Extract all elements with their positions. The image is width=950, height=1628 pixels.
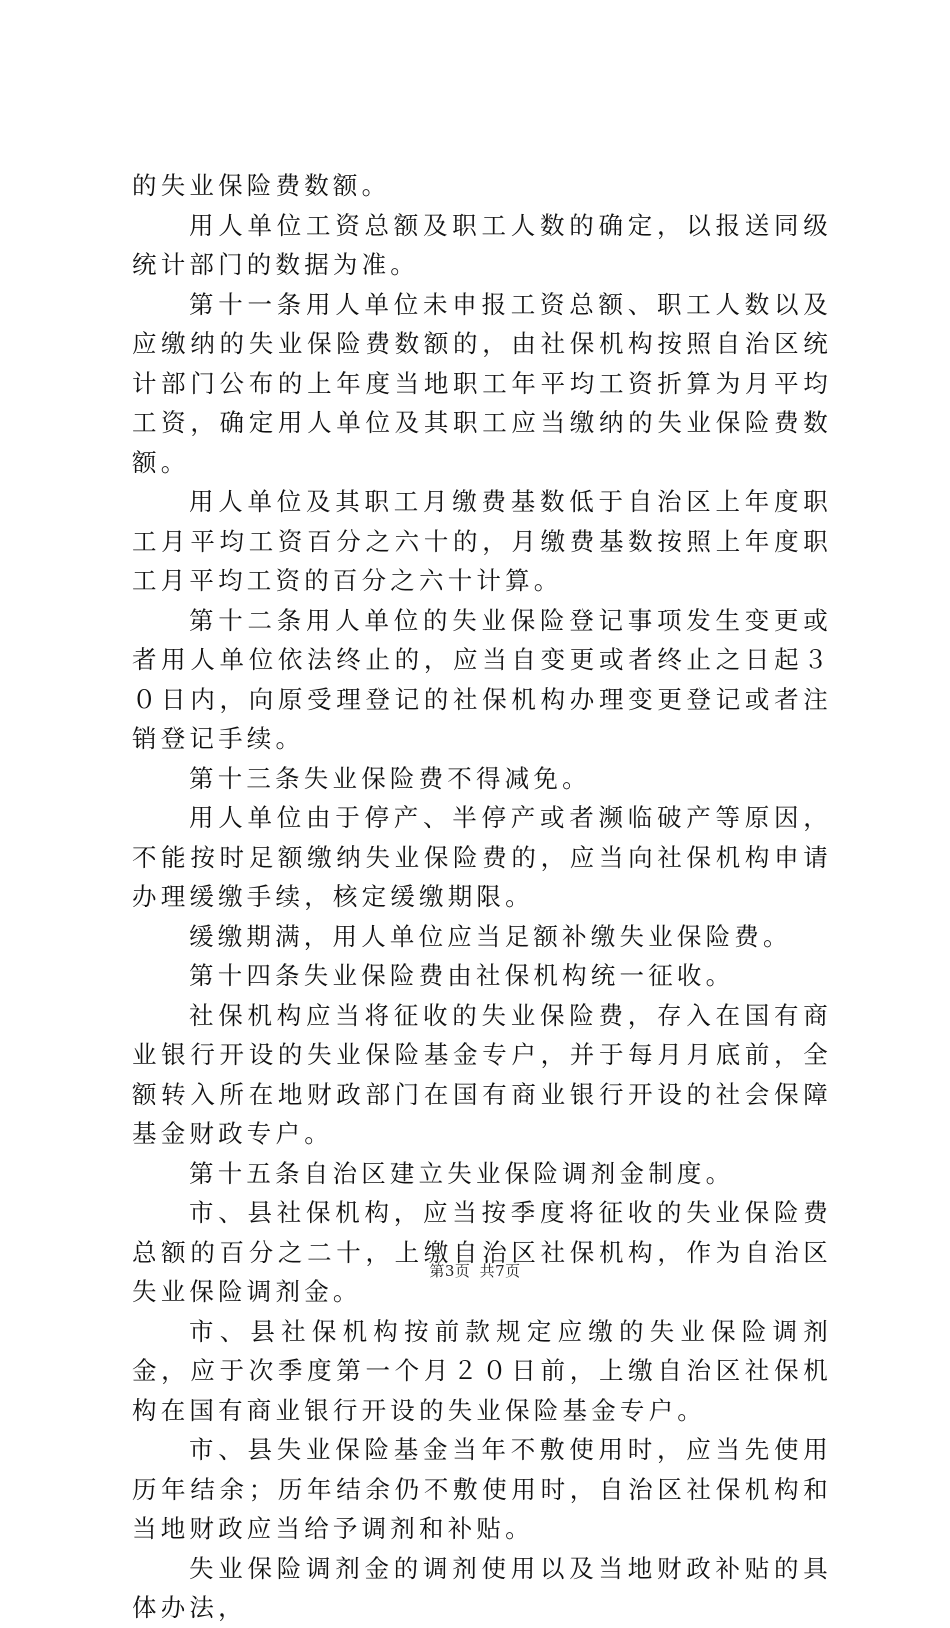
paragraph-13: 市、县社保机构按前款规定应缴的失业保险调剂金，应于次季度第一个月２０日前，上缴自治区社保机构在国有商业银行开设的失业保险基金专户。	[132, 1316, 832, 1425]
paragraph-6: 第十三条失业保险费不得减免。	[189, 763, 591, 793]
page-number: 第3页	[429, 1262, 471, 1280]
paragraph-10: 社保机构应当将征收的失业保险费，存入在国有商业银行开设的失业保险基金专户，并于每月月底前，全额转入所在地财政部门在国有商业银行开设的社会保障基金财政专户。	[132, 1000, 832, 1148]
page-footer	[0, 1260, 950, 1281]
paragraph-11: 第十五条自治区建立失业保险调剂金制度。	[189, 1158, 735, 1188]
paragraph-15: 失业保险调剂金的调剂使用以及当地财政补贴的具体办法，	[132, 1553, 832, 1622]
paragraph-2: 用人单位工资总额及职工人数的确定，以报送同级统计部门的数据为准。	[132, 210, 832, 279]
total-pages: 共7页	[479, 1262, 521, 1280]
paragraph-14: 市、县失业保险基金当年不敷使用时，应当先使用历年结余；历年结余仍不敷使用时，自治区社保机构和当地财政应当给予调剂和补贴。	[132, 1435, 832, 1543]
paragraph-8: 缓缴期满，用人单位应当足额补缴失业保险费。	[189, 921, 792, 951]
paragraph-1: 的失业保险费数额。	[132, 171, 391, 200]
paragraph-12: 市、县社保机构，应当按季度将征收的失业保险费总额的百分之二十，上缴自治区社保机构，作为自治区失业保险调剂金。	[132, 1198, 832, 1306]
paragraph-4: 用人单位及其职工月缴费基数低于自治区上年度职工月平均工资百分之六十的，月缴费基数按照上年度职工月平均工资的百分之六十计算。	[132, 487, 832, 595]
document-body	[132, 166, 832, 1628]
paragraph-7: 用人单位由于停产、半停产或者濒临破产等原因，不能按时足额缴纳失业保险费的，应当向社保机构申请办理缓缴手续，核定缓缴期限。	[132, 803, 832, 911]
paragraph-9: 第十四条失业保险费由社保机构统一征收。	[189, 961, 735, 990]
paragraph-5: 第十二条用人单位的失业保险登记事项发生变更或者用人单位依法终止的，应当自变更或者终止之日起３０日内，向原受理登记的社保机构办理变更登记或者注销登记手续。	[132, 605, 832, 753]
paragraph-3: 第十一条用人单位未申报工资总额、职工人数以及应缴纳的失业保险费数额的，由社保机构按照自治区统计部门公布的上年度当地职工年平均工资折算为月平均工资，确定用人单位及其职工应当缴纳的失业保险费数额。	[132, 289, 832, 477]
